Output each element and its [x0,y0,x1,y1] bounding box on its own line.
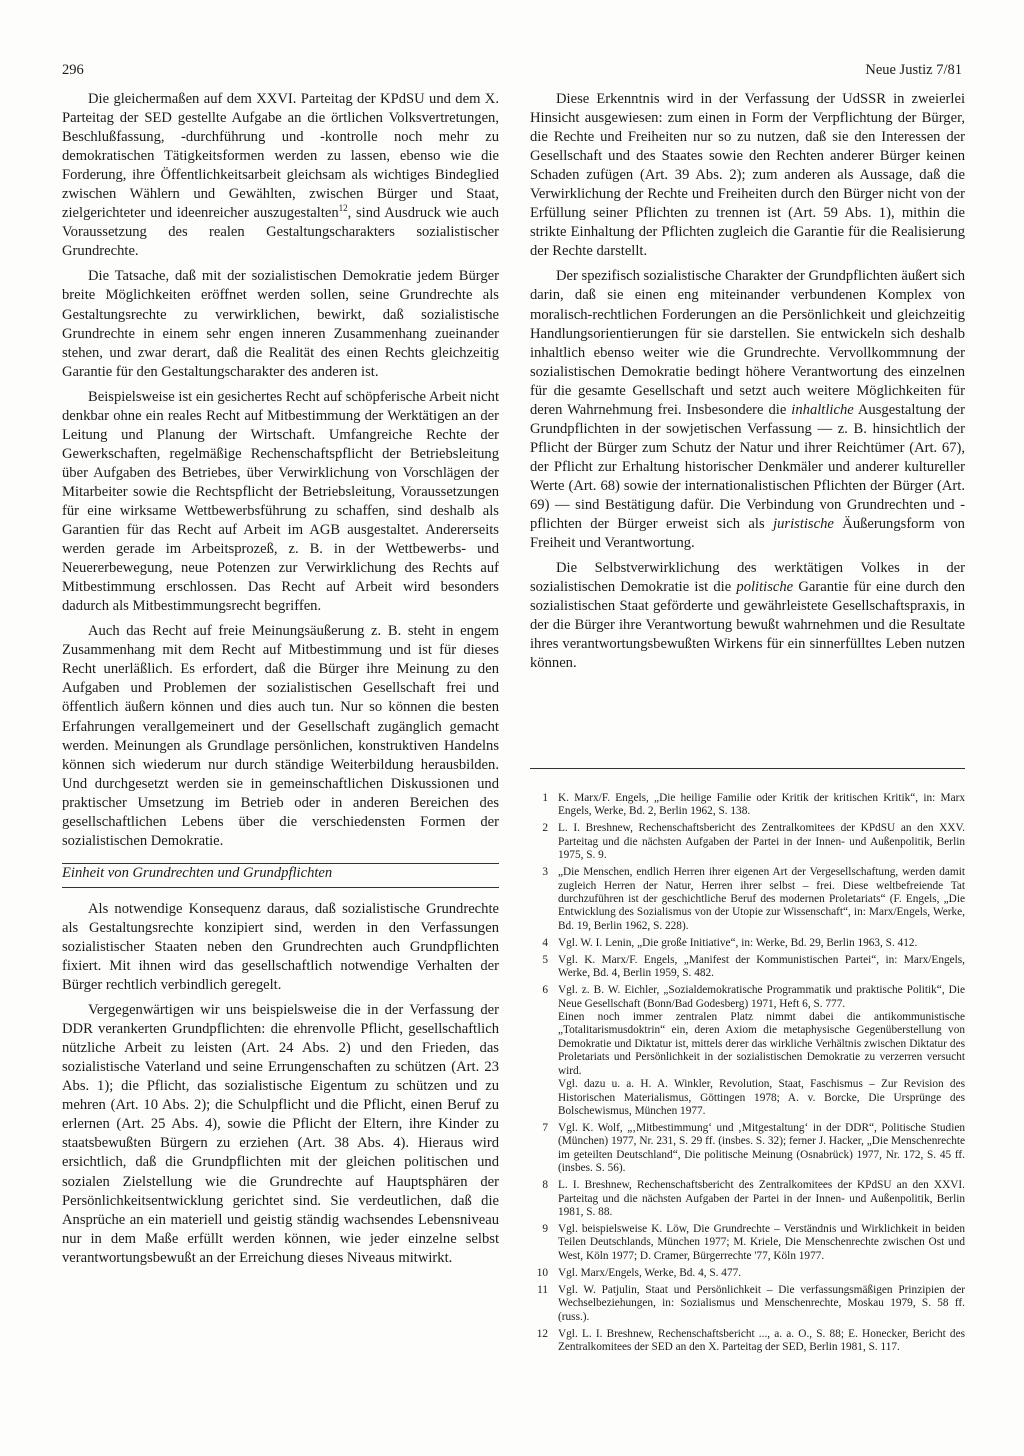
footnote-line: Vgl. W. I. Lenin, „Die große Initiative“, in: Werke, Bd. 29, Berlin 1963, S. 412. [558,936,918,949]
footnote-text [558,984,965,1118]
footnote-line: Vgl. beispielsweise K. Löw, Die Grundrechte – Verständnis und Wirklichkeit in beiden Teilen Deutschlands, München 1977; M. Kriele, Die Menschenrechte zwischen Ost und West, Köln 1977; D. Cramer, Bürgerrechte '77, Köln 1977. [558,1222,965,1262]
section-heading: Einheit von Grundrechten und Grundpflichten [62,864,333,881]
footnotes [530,792,965,1358]
footnote-number: 10 [536,1266,548,1279]
footnote-text [558,1267,965,1280]
footnote-text [558,822,965,862]
footnote-line: Vgl. z. B. W. Eichler, „Sozialdemokratische Programmatik und praktische Politik“, Die Neue Gesellschaft (Bonn/Bad Godesberg) 1971, Heft 6, S. 777. [558,984,965,1010]
footnote-number: 8 [542,1179,548,1192]
footnote-text [558,1122,965,1176]
paragraph: Vergegenwärtigen wir uns beispielsweise die in der Verfassung der DDR verankerten Grundpflichten: die ehrenvolle Pflicht, gesellschaftlich nützliche Arbeit zu leisten (Art. 24 Abs. 2) und den Frieden, das sozialistische Vaterland und seine Errungenschaften zu schützen (Art. 23 Abs. 1); die Pflicht, das sozialistische Eigentum zu schützen und zu mehren (Art. 10 Abs. 2); die Schulpflicht und die Pflicht, einen Beruf zu erlernen (Art. 25 Abs. 4), sowie die Pflicht der Eltern, ihre Kinder zu staatsbewußten Bürgern zu erziehen (Art. 38 Abs. 4). Hieraus wird ersichtlich, daß die Grundpflichten mit der gleichen politischen und sozialen Zielstellung wie die Grundrechte auf Hauptsphären der Persönlichkeitsentwicklung gerichtet sind. Sie verdeutlichen, daß die Ansprüche an ein materiell und geistig ständig wachsendes Lebensniveau nur in dem Maße erfüllt werden können, wie jeder einzelne selbst verantwortungsbewußt an der Erreichung dieses Niveaus mitwirkt. [62,1002,499,1266]
footnote-text [558,792,965,819]
footnote-line: Vgl. W. Patjulin, Staat und Persönlichkeit – Die verfassungsmäßigen Prinzipien der Wechselbeziehungen, in: Sozialismus und Menschenrechte, Moskau 1979, S. 58 ff. (russ.). [558,1283,965,1323]
paragraph: Diese Erkenntnis wird in der Verfassung der UdSSR in zweierlei Hinsicht ausgewiesen: zum einen in Form der Verpflichtung der Bürger, die Rechte und Freiheiten nur so zu nutzen, daß sie den Interessen der Gesellschaft und des Staates sowie den Rechten anderer Bürger keinen Schaden zufügen (Art. 39 Abs. 2); zum anderen als Aussage, daß die Verwirklichung der Rechte und Freiheiten durch den Bürger nicht von der Erfüllung seiner Pflichten zu trennen ist (Art. 59 Abs. 1), mithin die strikte Einhaltung der Pflichten zugleich die Garantie für die Realisierung der Rechte darstellt. [530,91,965,260]
footnote-number: 1 [542,792,548,804]
footnote-number: 12 [536,1327,548,1340]
footnote-text [558,866,965,933]
paragraph: Die gleichermaßen auf dem XXVI. Parteitag der KPdSU und dem X. Parteitag der SED gestellte Aufgabe an die örtlichen Volksvertretungen, Beschlußfassung, -durchführung und -kontrolle noch mehr zu demokratischen Tätigkeitsformen werden zu lassen, ebenso wie die Forderung, ihre Öffentlichkeitsarbeit gleichsam als wichtiges Bindeglied zwischen Wählern und Gewählten, zwischen Bürger und Staat, zielgerichteter und ideenreicher auszugestalten$^{12}$, sind Ausdruck wie auch Voraussetzung des realen Gestaltungscharakters sozialistischer Grundrechte. [62,91,499,260]
page-number: 296 [62,62,84,78]
footnote-line: Einen noch immer zentralen Platz nimmt dabei die antikommunistische „Totalitarismusdoktrin“ ein, deren Axiom die metaphysische Gegenüberstellung von Demokratie und Diktatur ist, mittels derer das wirkliche Verhältnis zwischen Diktatur des Proletariats und Persönlichkeit in der sozialistischen Demokratie zu verzerren versucht wird. [558,1011,965,1077]
footnote-text [558,1179,965,1219]
paragraph: Der spezifisch sozialistische Charakter der Grundpflichten äußert sich darin, daß sie einen eng miteinander verbundenen Komplex von moralisch-rechtlichen Forderungen an die Persönlichkeit und gleichzeitig Handlungsorientierungen für sie darstellen. Sie entwickeln sich deshalb inhaltlich ebenso weiter wie die Grundrechte. Vervollkommnung der sozialistischen Demokratie bedingt höhere Verantwortung des einzelnen für die gesamte Gesellschaft und setzt auch weitere Möglichkeiten für deren Wahrnehmung frei. Insbesondere die inhaltliche Ausgestaltung der Grundpflichten in der sowjetischen Verfassung — z. B. hinsichtlich der Pflicht der Bürger zum Schutz der Natur und ihrer Reichtümer (Art. 67), der Pflicht zur Erhaltung historischer Denkmäler und anderer kultureller Werte (Art. 68) sowie der internationalistischen Pflichten der Bürger (Art. 69) — sind Bestätigung dafür. Die Verbindung von Grundrechten und -pflichten der Bürger erweist sich als juristische Äußerungsform von Freiheit und Verantwortung. [530,268,965,552]
footnote-ref: 12 [338,203,348,214]
right-column [530,90,965,673]
footnote-item [530,1284,965,1324]
footnote-line: Vgl. K. Wolf, „‚Mitbestimmung‘ und ‚Mitgestaltung‘ in der DDR“, Politische Studien (München) 1977, Nr. 231, S. 29 ff. (insbes. S. 32); ferner J. Hacker, „Die Menschenrechte im geteilten Deutschland“, Die politische Meinung (Osnabrück) 1977, Nr. 172, S. 45 ff. (insbes. S. 56). [558,1121,965,1175]
left-column [62,90,499,1268]
footnote-number: 2 [542,822,548,835]
footnote-text [558,1284,965,1324]
footnote-item [530,1122,965,1176]
journal-issue: Neue Justiz 7/81 [865,62,962,78]
paragraph: Die Selbstverwirklichung des werktätigen Volkes in der sozialistischen Demokratie ist die politische Garantie für eine durch den sozialistischen Staat geförderte und gewährleistete Gesellschaftspraxis, in der die Bürger ihre Verantwortung bewußt wahrnehmen und die Resultate ihres verantwortungsbewußten Wirkens für ein sinnerfülltes Leben nutzen können. [530,560,965,672]
footnote-number: 4 [542,936,548,949]
footnote-item [530,1267,965,1280]
footnote-divider [530,768,965,769]
footnote-text [558,1328,965,1355]
footnote-number: 9 [542,1222,548,1235]
page-header [62,62,962,84]
footnote-number: 3 [542,866,548,879]
footnote-item [530,937,965,950]
footnote-line: Vgl. Marx/Engels, Werke, Bd. 4, S. 477. [558,1266,742,1279]
footnote-line: L. I. Breshnew, Rechenschaftsbericht des Zentralkomitees der KPdSU an den XXVI. Parteitag und die nächsten Aufgaben der Partei in der Innen- und Außenpolitik, Berlin 1981, S. 88. [558,1179,965,1218]
footnote-item [530,822,965,862]
footnote-line: Vgl. dazu u. a. H. A. Winkler, Revolution, Staat, Faschismus – Zur Revision des Historischen Materialismus, Göttingen 1978; A. v. Borcke, Die Ursprünge des Bolschewismus, München 1977. [558,1078,965,1117]
footnote-text [558,954,965,981]
paragraph: Beispielsweise ist ein gesichertes Recht auf schöpferische Arbeit nicht denkbar ohne ein reales Recht auf Mitbestimmung der Werktätigen an der Leitung und Planung der Wirtschaft. Umfangreiche Rechte der Gewerkschaften, regelmäßige Rechenschaftspflicht der Betriebsleitung über Aufgaben des Betriebes, über Verwirklichung von Vorschlägen der Mitarbeiter sowie die Rechtspflicht der Betriebsleitung, Voraussetzungen für eine wirksame Wettbewerbsführung zu schaffen, sind deshalb als Garantien für das Recht auf Arbeit im AGB ausgestaltet. Andererseits werden gerade im Arbeitsprozeß, z. B. in der Wettbewerbs- und Neuererbewegung, neue Potenzen zur Verwirklichung des Rechts auf Mitbestimmung erschlossen. Das Recht auf Arbeit wird besonders dadurch als Mitbestimmungsrecht begriffen. [62,388,499,615]
footnote-number: 6 [542,984,548,997]
footnote-text [558,937,965,950]
paragraph: Auch das Recht auf freie Meinungsäußerung z. B. steht in engem Zusammenhang mit dem Recht auf Mitbestimmung und ist für dieses Recht unerläßlich. Es erfordert, daß die Bürger ihre Meinung zu den Aufgaben und Problemen der sozialistischen Gesellschaft frei und öffentlich äußern können und dies auch tun. Nur so können die besten Erfahrungen verallgemeinert und der Gesellschaft zugänglich gemacht werden. Meinungen als Grundlage persönlichen, konstruktiven Handelns können sich wiederum nur durch ständige Weiterbildung herausbilden. Und durchgesetzt werden sie in gemeinschaftlichen Diskussionen und praktischer Umsetzung im Betrieb oder in anderen Bereichen des gesellschaftlichen Lebens über die verschiedensten Formen der sozialistischen Demokratie. [62,623,499,849]
footnote-number: 7 [542,1121,548,1134]
footnote-line: L. I. Breshnew, Rechenschaftsbericht des Zentralkomitees der KPdSU an den XXV. Parteitag und die nächsten Aufgaben der Partei in der Innen- und Außenpolitik, Berlin 1975, S. 9. [558,822,965,862]
section-divider [62,887,499,888]
footnote-item [530,866,965,933]
footnote-line: K. Marx/F. Engels, „Die heilige Familie oder Kritik der kritischen Kritik“, in: Marx Engels, Werke, Bd. 2, Berlin 1962, S. 138. [558,792,965,818]
footnote-number: 5 [542,953,548,966]
footnote-item [530,984,965,1118]
footnote-item [530,1328,965,1355]
footnote-item [530,954,965,981]
footnote-line: „Die Menschen, endlich Herren ihrer eigenen Art der Vergesellschaftung, werden damit zugleich Herren der Natur, Herren ihrer selbst – frei. Diese weltbefreiende Tat durchzuführen ist der geschichtliche Beruf des modernen Proletariats“ (F. Engels, „Die Entwicklung des Sozialismus von der Utopie zur Wissenschaft“, in: Marx/Engels, Werke, Bd. 19, Berlin 1962, S. 228). [558,866,965,932]
footnote-line: Vgl. L. I. Breshnew, Rechenschaftsbericht ..., a. a. O., S. 88; E. Honecker, Bericht des Zentralkomitees der SED an den X. Parteitag der SED, Berlin 1981, S. 117. [558,1327,965,1353]
footnote-item [530,1223,965,1263]
paragraph: Als notwendige Konsequenz daraus, daß sozialistische Grundrechte als Gestaltungsrechte konzipiert sind, werden in den Verfassungen sozialistischer Staaten neben den Grundrechten auch Grundpflichten fixiert. Mit ihnen wird das gesellschaftlich notwendige Verhalten der Bürger rechtlich verbindlich geregelt. [62,900,499,994]
footnote-number: 11 [537,1283,548,1296]
paragraph: Die Tatsache, daß mit der sozialistischen Demokratie jedem Bürger breite Möglichkeiten eröffnet werden sollen, seine Grundrechte als Gestaltungsrechte zu verwirklichen, bewirkt, daß sozialistische Grundrechte in einem sehr engen inneren Zusammenhang zueinander stehen, und zwar derart, daß die Realität des einen Rechts gleichzeitig Garantie für den Gestaltungscharakter des anderen ist. [62,268,499,380]
footnote-item [530,1179,965,1219]
footnote-text [558,1223,965,1263]
footnote-line: Vgl. K. Marx/F. Engels, „Manifest der Kommunistischen Partei“, in: Marx/Engels, Werke, Bd. 4, Berlin 1959, S. 482. [558,953,965,980]
footnote-item [530,792,965,819]
